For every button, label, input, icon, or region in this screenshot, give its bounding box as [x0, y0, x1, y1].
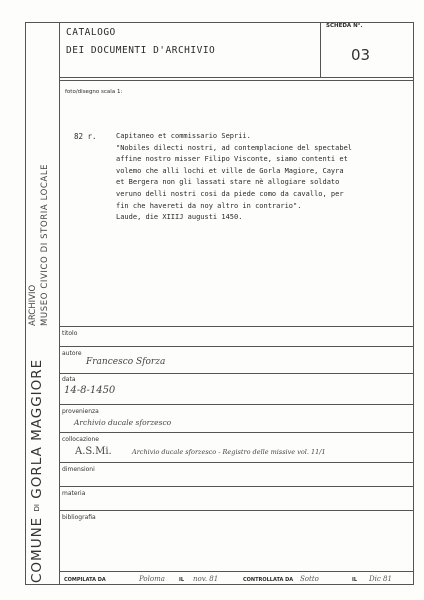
transcription-line: et Bergera non gli lassati stare nè allogiare soldato	[116, 178, 340, 187]
scheda-box-divider	[320, 22, 321, 77]
divider-autore	[59, 373, 414, 374]
comune-di: DI	[33, 504, 41, 512]
divider-provenienza	[59, 432, 414, 433]
titolo-label: titolo	[62, 330, 78, 337]
comune-name: GORLA MAGGIORE	[29, 358, 45, 499]
foto-label: foto/disegno scala 1:	[65, 89, 123, 95]
divider-collocazione	[59, 462, 414, 463]
scheda-label: SCHEDA N°.	[326, 23, 363, 29]
data-label: data	[62, 376, 76, 383]
provenienza-label: provenienza	[62, 408, 99, 415]
comune-label	[29, 359, 45, 583]
collocazione-value-register: Archivio ducale sforzesco - Registro delle missive vol. 11/1	[132, 448, 326, 456]
controllata-label: CONTROLLATA DA	[243, 577, 294, 583]
transcription-line: affine nostro misser Filipo Visconte, siamo contenti et	[116, 155, 348, 164]
comune-word: COMUNE	[29, 516, 45, 583]
transcription-line: Laude, die XIIIJ augusti 1450.	[116, 213, 243, 222]
fields-top-divider	[59, 326, 414, 327]
frame-left-outer	[25, 22, 26, 584]
compilata-value: Poloma	[139, 575, 165, 583]
dimensioni-label: dimensioni	[62, 466, 95, 473]
divider-data	[59, 404, 414, 405]
data-value: 14-8-1450	[64, 385, 116, 396]
il-label-1: IL	[179, 577, 185, 583]
archivio-label: ARCHIVIO	[28, 284, 38, 326]
il-label-2: IL	[352, 577, 358, 583]
provenienza-value: Archivio ducale sforzesco	[74, 418, 172, 427]
autore-label: autore	[62, 350, 82, 357]
catalog-title: CATALOGO	[66, 27, 116, 38]
controllata-value: Sotto	[300, 575, 319, 583]
catalog-subtitle: DEI DOCUMENTI D'ARCHIVIO	[66, 45, 216, 56]
transcription-line: volemo che alli lochi et ville de Gorla Magiore, Cayra	[116, 166, 344, 175]
divider-materia	[59, 510, 414, 511]
autore-value: Francesco Sforza	[86, 357, 166, 367]
header-divider-2	[59, 80, 414, 81]
divider-dimensioni	[59, 486, 414, 487]
transcription-line: veruno delli nostri cosi da piede como da cavallo, per	[116, 189, 344, 198]
header-divider	[59, 77, 414, 78]
collocazione-label: collocazione	[62, 436, 99, 443]
document-transcription	[116, 131, 414, 224]
transcription-line: Capitaneo et commissario Seprii.	[116, 132, 251, 140]
document-reference: 82 r.	[74, 132, 97, 141]
collocazione-value-archive: A.S.Mi.	[75, 446, 112, 457]
museo-label: MUSEO CIVICO DI STORIA LOCALE	[40, 163, 50, 326]
compilata-date: nov. 81	[193, 575, 219, 583]
transcription-line: "Nobiles dilecti nostri, ad contemplacione del spectabel	[116, 143, 353, 152]
scheda-number: 03	[351, 46, 371, 64]
frame-bottom	[25, 584, 414, 585]
compilata-label: COMPILATA DA	[64, 577, 106, 583]
controllata-date: Dic 81	[369, 575, 392, 583]
frame-right	[413, 22, 414, 584]
transcription-line: fin che havereti da noy altro in contrario".	[116, 201, 302, 210]
divider-titolo	[59, 346, 414, 347]
bibliografia-label: bibliografia	[62, 514, 96, 521]
frame-left-inner	[59, 22, 60, 584]
footer-divider	[59, 571, 414, 572]
materia-label: materia	[62, 490, 86, 497]
